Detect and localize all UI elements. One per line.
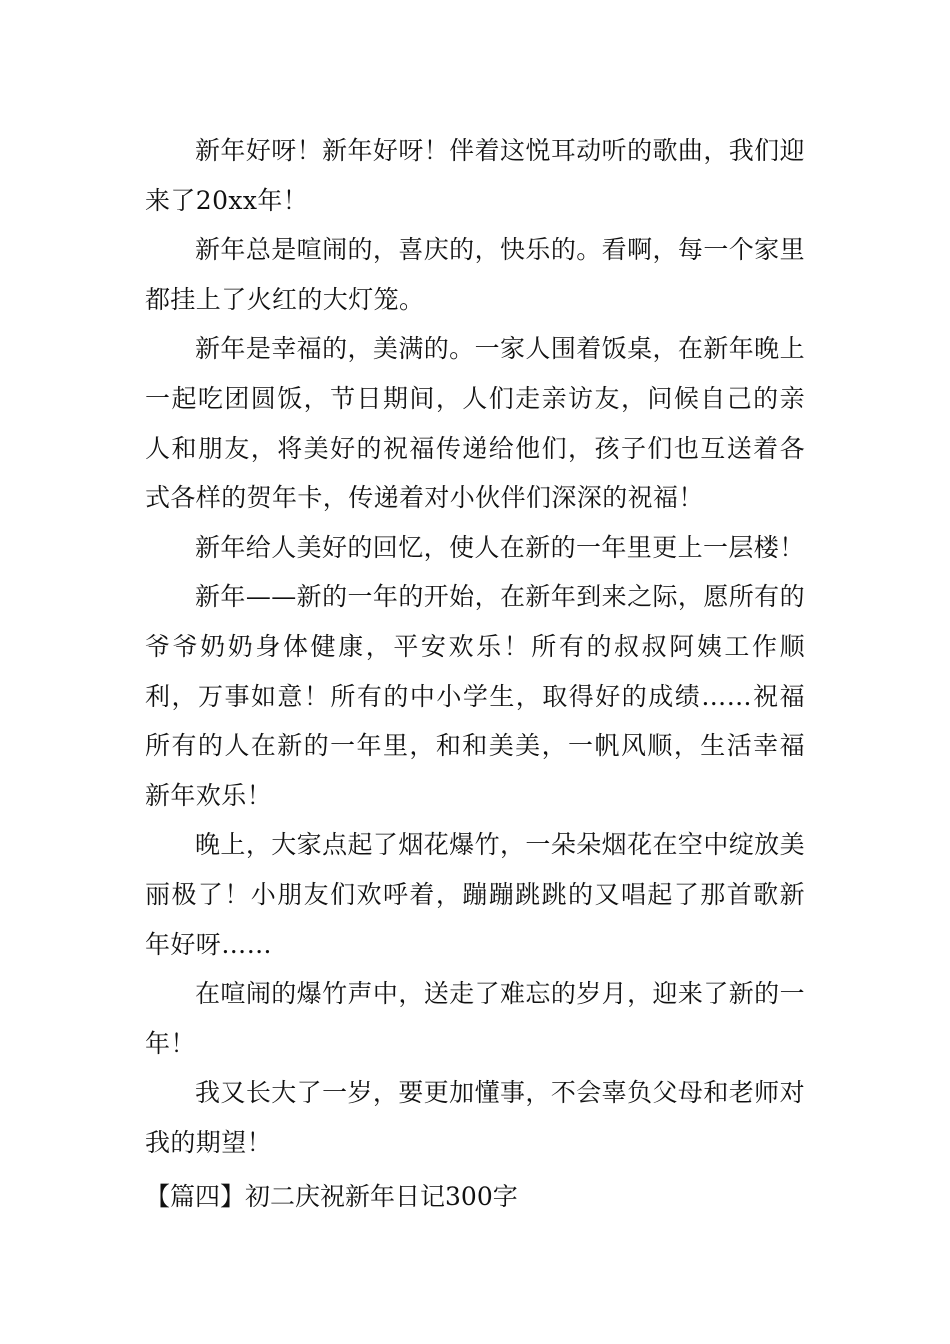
- paragraph-7: 在喧闹的爆竹声中，送走了难忘的岁月，迎来了新的一年！: [145, 979, 805, 1058]
- paragraph-2: 新年总是喧闹的，喜庆的，快乐的。看啊，每一个家里都挂上了火红的大灯笼。: [145, 235, 805, 314]
- paragraph-8: 我又长大了一岁，要更加懂事，不会辜负父母和老师对我的期望！: [145, 1078, 805, 1157]
- paragraph-4: 新年给人美好的回忆，使人在新的一年里更上一层楼！: [195, 532, 805, 562]
- paragraph-6: 晚上，大家点起了烟花爆竹，一朵朵烟花在空中绽放美丽极了！小朋友们欢呼着，蹦蹦跳跳的又唱起了那首歌新年好呀……: [145, 830, 805, 959]
- article-body: [145, 126, 805, 1167]
- section-heading: 【篇四】初二庆祝新年日记300字: [145, 1182, 518, 1211]
- paragraph-1: 新年好呀！新年好呀！伴着这悦耳动听的歌曲，我们迎来了20xx年！: [145, 136, 805, 215]
- paragraph-5: 新年——新的一年的开始，在新年到来之际，愿所有的爷爷奶奶身体健康，平安欢乐！所有的叔叔阿姨工作顺利，万事如意！所有的中小学生，取得好的成绩……祝福所有的人在新的一年里，和和美美，一帆风顺，生活幸福新年欢乐！: [145, 582, 805, 810]
- paragraph-3: 新年是幸福的，美满的。一家人围着饭桌，在新年晚上一起吃团圆饭，节日期间，人们走亲访友，问候自己的亲人和朋友，将美好的祝福传递给他们，孩子们也互送着各式各样的贺年卡，传递着对小伙伴们深深的祝福！: [145, 334, 805, 513]
